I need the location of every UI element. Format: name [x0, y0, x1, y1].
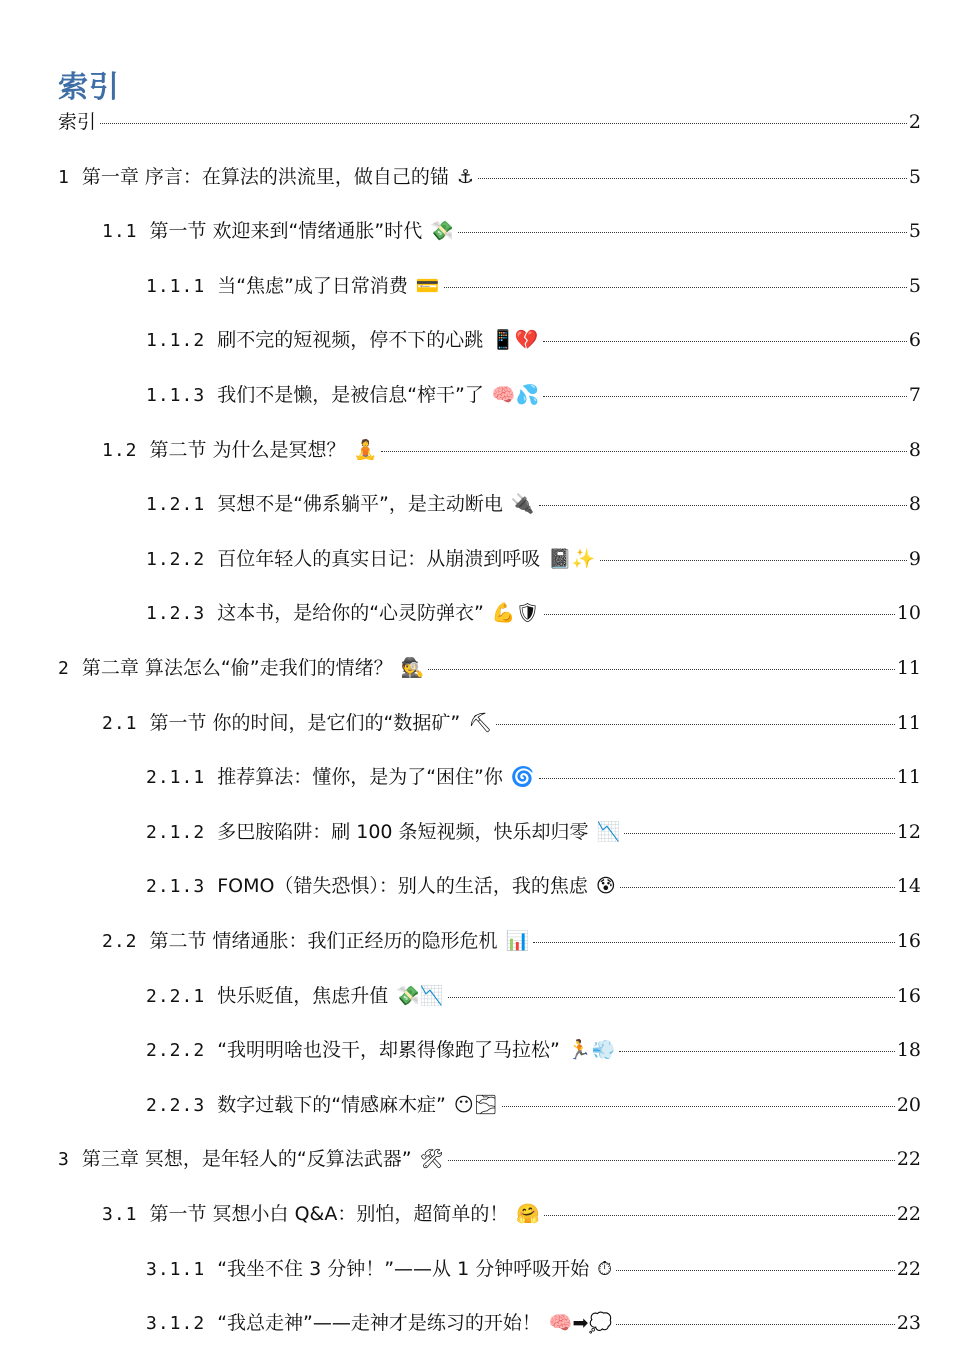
toc-entry-number: 1 [58, 167, 70, 188]
toc-entry-emoji-icon: 🌀 [510, 766, 535, 788]
toc-entry[interactable] [58, 109, 921, 135]
toc-entry-title: 第三章 冥想，是年轻人的“反算法武器” [81, 1148, 412, 1170]
toc-entry-number: 2.2.3 [146, 1095, 206, 1116]
toc-entry[interactable] [146, 873, 921, 900]
toc-entry-page-number: 18 [896, 1039, 921, 1061]
toc-dot-leader [543, 396, 907, 397]
toc-entry[interactable] [146, 273, 921, 300]
toc-entry[interactable] [58, 655, 921, 682]
toc-entry-number: 3.1.1 [146, 1259, 206, 1280]
toc-entry[interactable] [102, 710, 921, 737]
toc-entry-page-number: 5 [908, 220, 921, 242]
toc-dot-leader [458, 232, 907, 233]
toc-entry[interactable] [146, 983, 921, 1010]
toc-entry-title: 第二节 情绪通胀：我们正经历的隐形危机 [149, 930, 498, 952]
toc-entry-emoji-icon: 😰 [595, 875, 616, 897]
toc-entry-emoji-icon: 🏃💨 [567, 1039, 616, 1061]
toc-dot-leader [600, 560, 907, 561]
toc-entry-page-number: 16 [896, 930, 921, 952]
toc-entry-number: 1.1.3 [146, 385, 206, 406]
toc-dot-leader [620, 887, 895, 888]
toc-entry-emoji-icon: 🧠➡💭 [548, 1312, 613, 1334]
toc-dot-leader [544, 614, 895, 615]
toc-entry-emoji-icon: 🛠 [419, 1148, 444, 1170]
toc-entry-title: “我坐不住 3 分钟！”——从 1 分钟呼吸开始 [217, 1258, 590, 1280]
toc-entry-title: FOMO（错失恐惧）：别人的生活，我的焦虑 [217, 875, 588, 897]
toc-entry-emoji-icon: 🧠💦 [491, 384, 540, 406]
toc-entry-title: 冥想不是“佛系躺平”，是主动断电 [217, 493, 503, 515]
toc-entry[interactable] [102, 1201, 921, 1228]
toc-entry-emoji-icon: ⛏ [468, 712, 493, 734]
toc-dot-leader [616, 1324, 895, 1325]
toc-entry-emoji-icon: 💪🛡 [491, 602, 540, 624]
toc-entry-number: 2.2.2 [146, 1040, 206, 1061]
toc-dot-leader [533, 942, 895, 943]
toc-entry[interactable] [58, 164, 921, 191]
toc-entry-title: “我总走神”——走神才是练习的开始！ [217, 1312, 541, 1334]
toc-dot-leader [544, 1215, 895, 1216]
toc-dot-leader [100, 123, 907, 124]
toc-entry-emoji-icon: 📱💔 [491, 329, 539, 351]
toc-entry-number: 3.1.2 [146, 1313, 206, 1334]
toc-entry-title: 第一节 欢迎来到“情绪通胀”时代 [149, 220, 423, 242]
toc-entry-page-number: 11 [896, 712, 921, 734]
toc-entry[interactable] [146, 546, 921, 573]
toc-entry[interactable] [146, 1037, 921, 1064]
toc-entry-number: 1.2.3 [146, 603, 206, 624]
toc-entry-number: 1.2.2 [146, 549, 206, 570]
toc-entry-page-number: 11 [896, 657, 921, 679]
toc-entry-emoji-icon: 🔌 [510, 493, 535, 515]
toc-entry-number: 2.1.2 [146, 822, 206, 843]
toc-entry-page-number: 5 [908, 275, 921, 297]
toc-entry-page-number: 6 [908, 329, 921, 351]
toc-dot-leader [448, 1160, 895, 1161]
toc-entry[interactable] [146, 1310, 921, 1337]
toc-entry-number: 3 [58, 1149, 70, 1170]
toc-entry-page-number: 8 [908, 493, 921, 515]
toc-entry-emoji-icon: 💸 [430, 220, 454, 242]
toc-entry-number: 3.1 [102, 1204, 138, 1225]
toc-entry[interactable] [146, 382, 921, 409]
toc-entry-title: 当“焦虑”成了日常消费 [217, 275, 408, 297]
toc-entry[interactable] [146, 491, 921, 518]
toc-entry-title: 快乐贬值，焦虑升值 [217, 985, 389, 1007]
toc-entry[interactable] [146, 1092, 921, 1119]
toc-entry[interactable] [102, 928, 921, 955]
toc-dot-leader [543, 341, 907, 342]
toc-entry-emoji-icon: 🕵 [400, 657, 425, 679]
toc-dot-leader [502, 1106, 895, 1107]
toc-entry-number: 2.1.1 [146, 767, 206, 788]
toc-entry-title: 刷不完的短视频，停不下的心跳 [217, 329, 484, 351]
toc-entry-number: 2.1 [102, 713, 138, 734]
toc-entry-emoji-icon: 📊 [505, 930, 530, 952]
toc-entry[interactable] [146, 1256, 921, 1283]
toc-entry[interactable] [102, 437, 921, 464]
toc-entry-emoji-icon: ⏱ [597, 1258, 613, 1280]
toc-entry-title: 数字过载下的“情感麻木症” [217, 1094, 446, 1116]
toc-dot-leader [428, 669, 895, 670]
toc-entry-title: 第一节 冥想小白 Q&A：别怕，超简单的！ [149, 1203, 509, 1225]
toc-entry-emoji-icon: 😶🌫 [453, 1094, 498, 1116]
toc-entry-page-number: 9 [908, 548, 921, 570]
toc-entry-emoji-icon: 🤗 [516, 1203, 541, 1225]
toc-entry-number: 1.2.1 [146, 494, 206, 515]
toc-entry-number: 2 [58, 658, 70, 679]
toc-entry-number: 1.1.1 [146, 276, 206, 297]
toc-entry[interactable] [146, 764, 921, 791]
toc-entry-title: 索引 [58, 111, 97, 133]
toc-entry[interactable] [146, 819, 921, 846]
toc-entry-page-number: 22 [896, 1258, 921, 1280]
toc-entry-title: 推荐算法：懂你，是为了“困住”你 [217, 766, 503, 788]
toc-entry-emoji-icon: ⚓ [456, 166, 474, 188]
toc-entry-emoji-icon: 📉 [596, 821, 621, 843]
toc-entry-page-number: 10 [896, 602, 921, 624]
toc-dot-leader [444, 287, 907, 288]
toc-dot-leader [448, 997, 895, 998]
toc-dot-leader [619, 1051, 895, 1052]
toc-entry[interactable] [102, 218, 921, 245]
toc-entry-page-number: 14 [896, 875, 921, 897]
toc-entry-title: 多巴胺陷阱：刷 100 条短视频，快乐却归零 [217, 821, 589, 843]
toc-entry-emoji-icon: 🧘 [353, 439, 378, 461]
toc-entry-page-number: 5 [908, 166, 921, 188]
toc-entry-page-number: 16 [896, 985, 921, 1007]
toc-dot-leader [539, 505, 907, 506]
toc-entry-emoji-icon: 💳 [415, 275, 440, 297]
toc-entry-title: 百位年轻人的真实日记：从崩溃到呼吸 [217, 548, 541, 570]
toc-entry-title: 我们不是懒，是被信息“榨干”了 [217, 384, 484, 406]
toc-entry-number: 1.1.2 [146, 330, 206, 351]
toc-entry-page-number: 12 [896, 821, 921, 843]
toc-entry-emoji-icon: 💸📉 [396, 985, 444, 1007]
toc-entry[interactable] [146, 600, 921, 627]
toc-entry-title: “我明明啥也没干，却累得像跑了马拉松” [217, 1039, 560, 1061]
toc-entry-page-number: 22 [896, 1148, 921, 1170]
toc-entry-page-number: 8 [908, 439, 921, 461]
toc-entry-title: 第二节 为什么是冥想？ [149, 439, 346, 461]
toc-entry-title: 第一节 你的时间，是它们的“数据矿” [149, 712, 461, 734]
toc-entry-title: 第二章 算法怎么“偷”走我们的情绪？ [81, 657, 393, 679]
toc-entry-emoji-icon: 📓✨ [548, 548, 596, 570]
toc-entry-number: 2.1.3 [146, 876, 206, 897]
toc-dot-leader [539, 778, 895, 779]
toc-entry-page-number: 20 [896, 1094, 921, 1116]
toc-entry-title: 这本书，是给你的“心灵防弹衣” [217, 602, 484, 624]
toc-entry[interactable] [146, 327, 921, 354]
toc-dot-leader [624, 833, 895, 834]
toc-dot-leader [496, 724, 894, 725]
toc-dot-leader [478, 178, 907, 179]
toc-entry[interactable] [58, 1146, 921, 1173]
index-heading: 索引 [58, 70, 120, 105]
toc-entry-title: 第一章 序言：在算法的洪流里，做自己的锚 [81, 166, 449, 188]
toc-entry-number: 2.2 [102, 931, 138, 952]
toc-entry-page-number: 2 [908, 111, 921, 133]
toc-entry-page-number: 22 [896, 1203, 921, 1225]
toc-dot-leader [381, 451, 907, 452]
toc-entry-number: 1.1 [102, 221, 138, 242]
toc-entry-number: 2.2.1 [146, 986, 206, 1007]
toc-entry-page-number: 7 [908, 384, 921, 406]
toc-entry-number: 1.2 [102, 440, 138, 461]
toc-entry-page-number: 23 [896, 1312, 921, 1334]
toc-entry-page-number: 11 [896, 766, 921, 788]
toc-dot-leader [616, 1270, 895, 1271]
